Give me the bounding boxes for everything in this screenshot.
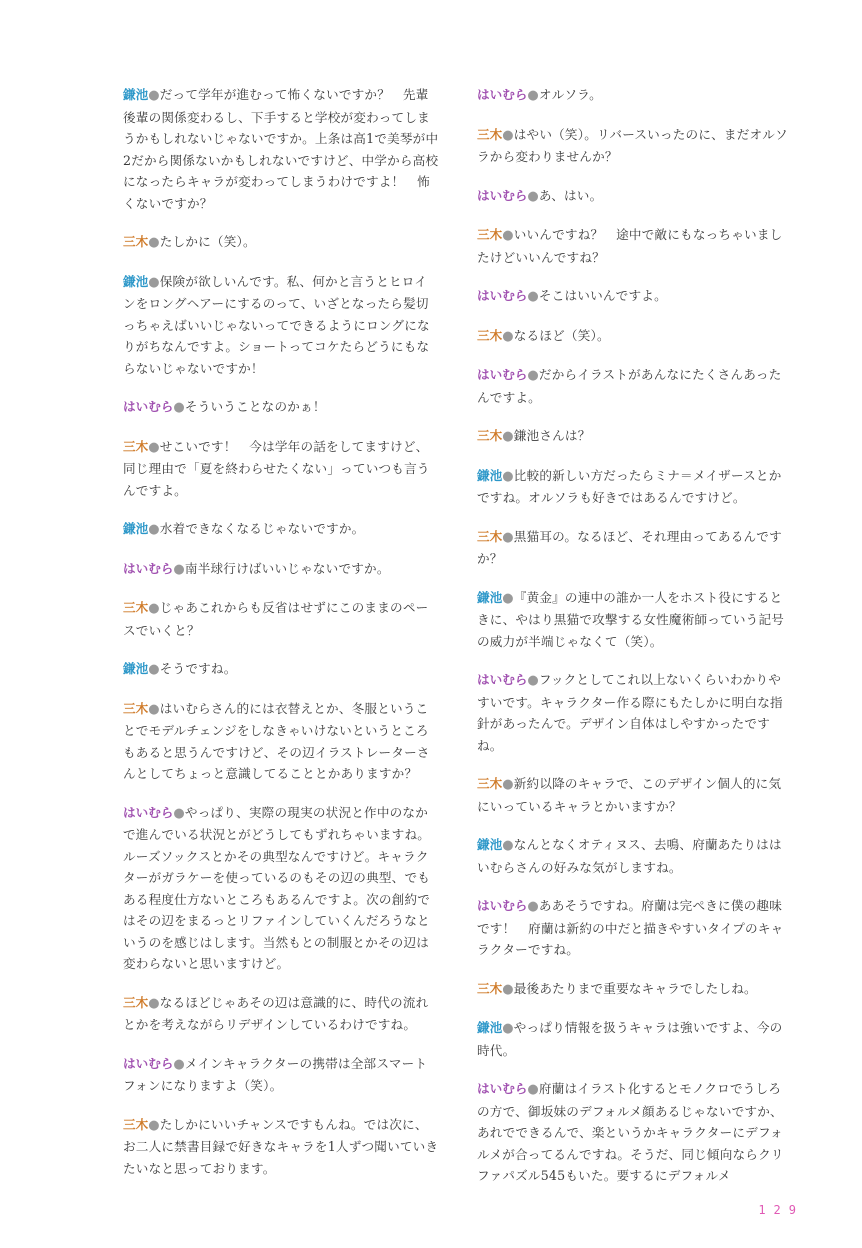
speaker-name: 鎌池 (477, 467, 503, 483)
dialogue-text: 水着できなくなるじゃないですか。 (159, 521, 365, 536)
dialogue-text: そうですね。 (159, 661, 237, 676)
dialogue-text: たしかにいいチャンスですもんね。では次に、お二人に禁書目録で好きなキャラを1人ずつ聞いていきたいなと思っております。 (123, 1116, 439, 1176)
dialogue-entry (477, 285, 793, 308)
speaker-separator-icon: ● (173, 400, 185, 415)
speaker-separator-icon: ● (502, 328, 514, 344)
dialogue-text: 府蘭はイラスト化するとモノクロでうしろの方で、御坂妹のデフォルメ顔あるじゃないですか、あれでできるんで、楽というかキャラクターにデフォルメが合ってるんですね。そうだ、同じ傾向ならクリファパズル545もいた。要するにデフォルメ (477, 1081, 784, 1183)
page-number: 129 (758, 1203, 804, 1217)
speaker-name: はいむら (123, 399, 174, 414)
speaker-separator-icon: ● (527, 188, 539, 204)
speaker-separator-icon: ● (502, 529, 514, 545)
speaker-separator-icon: ● (148, 522, 160, 537)
speaker-separator-icon: ● (502, 590, 514, 606)
dialogue-entry (477, 834, 793, 878)
dialogue-text: 『黄金』の連中の誰か一人をホスト役にするときに、やはり黒猫で攻撃する女性魔術師っていう記号の威力が半端じゃなくて（笑）。 (477, 589, 785, 649)
dialogue-text: 保険が欲しいんです。私、何かと言うとヒロインをロングヘアーにするのって、いざとなったら髪切っちゃえばいいじゃないってできるようにロングになりがちなんですよ。ショートってコケたらどうにもならないじゃないですか！ (123, 273, 430, 376)
dialogue-text: そういうことなのかぁ！ (184, 399, 326, 414)
speaker-separator-icon: ● (527, 289, 539, 304)
speaker-separator-icon: ● (148, 439, 160, 455)
speaker-name: 三木 (123, 700, 149, 716)
speaker-name: 鎌池 (123, 521, 149, 536)
dialogue-entry (477, 425, 793, 448)
speaker-separator-icon: ● (502, 127, 514, 143)
dialogue-text: じゃあこれからも反省はせずにこのままのペースでいくと？ (123, 600, 429, 638)
dialogue-entry (123, 518, 439, 541)
right-column (477, 84, 793, 1204)
dialogue-entry (123, 802, 439, 975)
speaker-name: はいむら (477, 187, 528, 203)
speaker-separator-icon: ● (502, 228, 514, 243)
speaker-name: 三木 (477, 126, 503, 142)
speaker-name: 鎌池 (123, 661, 149, 676)
speaker-separator-icon: ● (527, 1082, 539, 1097)
dialogue-entry (123, 84, 439, 214)
speaker-separator-icon: ● (173, 561, 185, 577)
speaker-name: はいむら (477, 898, 528, 913)
speaker-separator-icon: ● (502, 777, 514, 792)
dialogue-text: はやい（笑）。リバースいったのに、まだオルソラから変わりませんか？ (477, 126, 788, 164)
dialogue-text: 新約以降のキャラで、このデザイン個人的に気にいっているキャラとかいますか？ (477, 776, 782, 814)
speaker-separator-icon: ● (173, 1056, 185, 1072)
speaker-separator-icon: ● (173, 805, 185, 821)
speaker-separator-icon: ● (502, 1021, 514, 1036)
speaker-separator-icon: ● (148, 235, 160, 250)
dialogue-entry (123, 597, 439, 641)
dialogue-entry (123, 658, 439, 681)
speaker-name: 三木 (477, 428, 503, 443)
speaker-name: 鎌池 (477, 837, 503, 852)
dialogue-text: なるほどじゃあその辺は意識的に、時代の流れとかを考えながらリデザインしているわけですね。 (123, 994, 429, 1032)
speaker-separator-icon: ● (148, 601, 160, 616)
speaker-name: 鎌池 (123, 87, 149, 102)
dialogue-entry (477, 224, 793, 268)
dialogue-entry (123, 1114, 439, 1180)
speaker-separator-icon: ● (502, 838, 514, 853)
speaker-separator-icon: ● (502, 429, 514, 444)
speaker-separator-icon: ● (527, 899, 539, 914)
speaker-name: 三木 (123, 1116, 149, 1132)
dialogue-entry (123, 698, 439, 785)
speaker-separator-icon: ● (148, 88, 160, 103)
dialogue-entry (123, 396, 439, 419)
dialogue-entry (477, 773, 793, 817)
speaker-separator-icon: ● (148, 1117, 160, 1133)
dialogue-entry (477, 364, 793, 408)
speaker-separator-icon: ● (148, 701, 160, 717)
dialogue-text: 鎌池さんは？ (513, 428, 591, 443)
speaker-separator-icon: ● (527, 88, 539, 103)
speaker-separator-icon: ● (527, 368, 539, 383)
dialogue-text: やっぱり、実際の現実の状況と作中のなかで進んでいる状況とがどうしてもずれちゃいますね。ルーズソックスとかその典型なんですけど。キャラクターがガラケーを使っているのもその辺の典型、でもある程度仕方ないところもあるんですよ。次の創約ではその辺をまるっとリファインしていくんだろうなというのを感じはします。当然もとの制服とかその辺は変わらないと思いますけど。 (123, 804, 431, 971)
dialogue-text: はいむらさん的には衣替えとか、冬服ということでモデルチェンジをしなきゃいけないというところもあると思うんですけど、その辺イラストレーターさんとしてちょっと意識してることとかありますか？ (123, 700, 430, 781)
dialogue-text: なるほど（笑）。 (513, 327, 610, 343)
speaker-name: 三木 (123, 600, 149, 615)
speaker-name: はいむら (477, 1081, 528, 1096)
speaker-separator-icon: ● (502, 981, 514, 997)
dialogue-text: 比較的新しい方だったらミナ＝メイザースとかですね。オルソラも好きではあるんですけど。 (477, 467, 782, 505)
speaker-name: 三木 (477, 980, 503, 996)
speaker-separator-icon: ● (148, 662, 160, 677)
dialogue-entry (477, 587, 793, 653)
dialogue-text: せこいです！ 今は学年の話をしてますけど、同じ理由で「夏を終わらせたくない」っていつも言うんですよ。 (123, 438, 430, 498)
dialogue-entry (477, 669, 793, 756)
dialogue-text: あ、はい。 (538, 187, 603, 203)
dialogue-text: そこはいいんですよ。 (538, 288, 667, 303)
dialogue-text: 黒猫耳の。なるほど、それ理由ってあるんですか？ (477, 528, 782, 566)
left-column (123, 84, 439, 1196)
dialogue-text: たしかに（笑）。 (159, 234, 256, 249)
dialogue-entry (123, 992, 439, 1036)
speaker-name: はいむら (477, 288, 528, 303)
dialogue-entry (477, 84, 793, 107)
speaker-separator-icon: ● (527, 673, 539, 688)
dialogue-text: フックとしてこれ以上ないくらいわかりやすいです。キャラクター作る際にもたしかに明白な指針があったんで。デザイン自体はしやすかったですね。 (477, 672, 783, 753)
dialogue-entry (123, 271, 439, 380)
speaker-separator-icon: ● (148, 274, 160, 290)
speaker-name: はいむら (123, 804, 174, 820)
speaker-name: 鎌池 (123, 273, 149, 289)
dialogue-entry (477, 1017, 793, 1061)
dialogue-text: オルソラ。 (538, 87, 602, 102)
speaker-separator-icon: ● (502, 468, 514, 484)
dialogue-text: なんとなくオティヌス、去鳴、府蘭あたりははいむらさんの好みな気がしますね。 (477, 837, 782, 875)
speaker-name: 三木 (477, 327, 503, 343)
dialogue-entry (123, 231, 439, 254)
dialogue-text: ああそうですね。府蘭は完ぺきに僕の趣味です！ 府蘭は新約の中だと描きやすいタイプのキャラクターですね。 (477, 898, 784, 957)
speaker-name: はいむら (477, 87, 528, 102)
dialogue-entry (123, 436, 439, 502)
speaker-name: 鎌池 (477, 1020, 503, 1035)
dialogue-text: 最後あたりまで重要なキャラでしたしね。 (513, 980, 757, 996)
dialogue-text: やっぱり情報を扱うキャラは強いですよ、今の時代。 (477, 1020, 783, 1058)
dialogue-text: だからイラストがあんなにたくさんあったんですよ。 (477, 367, 782, 405)
dialogue-entry (477, 185, 793, 208)
speaker-name: はいむら (477, 367, 528, 382)
speaker-name: はいむら (477, 672, 528, 687)
speaker-name: はいむら (123, 1055, 174, 1071)
dialogue-entry (123, 1053, 439, 1097)
dialogue-entry (477, 465, 793, 509)
speaker-name: 三木 (477, 776, 503, 791)
speaker-name: はいむら (123, 560, 174, 576)
speaker-name: 三木 (123, 234, 149, 249)
dialogue-text: メインキャラクターの携帯は全部スマートフォンになりますよ（笑）。 (123, 1055, 428, 1093)
dialogue-entry (477, 895, 793, 961)
speaker-name: 鎌池 (477, 589, 503, 605)
dialogue-entry (477, 325, 793, 348)
dialogue-entry (477, 1078, 793, 1187)
dialogue-entry (477, 978, 793, 1001)
speaker-name: 三木 (477, 227, 503, 242)
speaker-name: 三木 (123, 438, 149, 454)
speaker-name: 三木 (477, 528, 503, 544)
dialogue-text: いいんですね？ 途中で敵にもなっちゃいましたけどいいんですね？ (477, 227, 783, 265)
dialogue-entry (123, 558, 439, 581)
speaker-name: 三木 (123, 994, 149, 1010)
speaker-separator-icon: ● (148, 995, 160, 1011)
dialogue-text: だって学年が進むって怖くないですか？ 先輩後輩の関係変わるし、下手すると学校が変わってしまうかもしれないじゃないですか。上条は高1で美琴が中2だから関係ないかもしれないですけど、中学から高校になったらキャラが変わってしまうわけですよ！ 怖くないですか？ (123, 87, 439, 211)
dialogue-entry (477, 124, 793, 168)
dialogue-text: 南半球行けばいいじゃないですか。 (184, 560, 390, 576)
dialogue-entry (477, 526, 793, 570)
